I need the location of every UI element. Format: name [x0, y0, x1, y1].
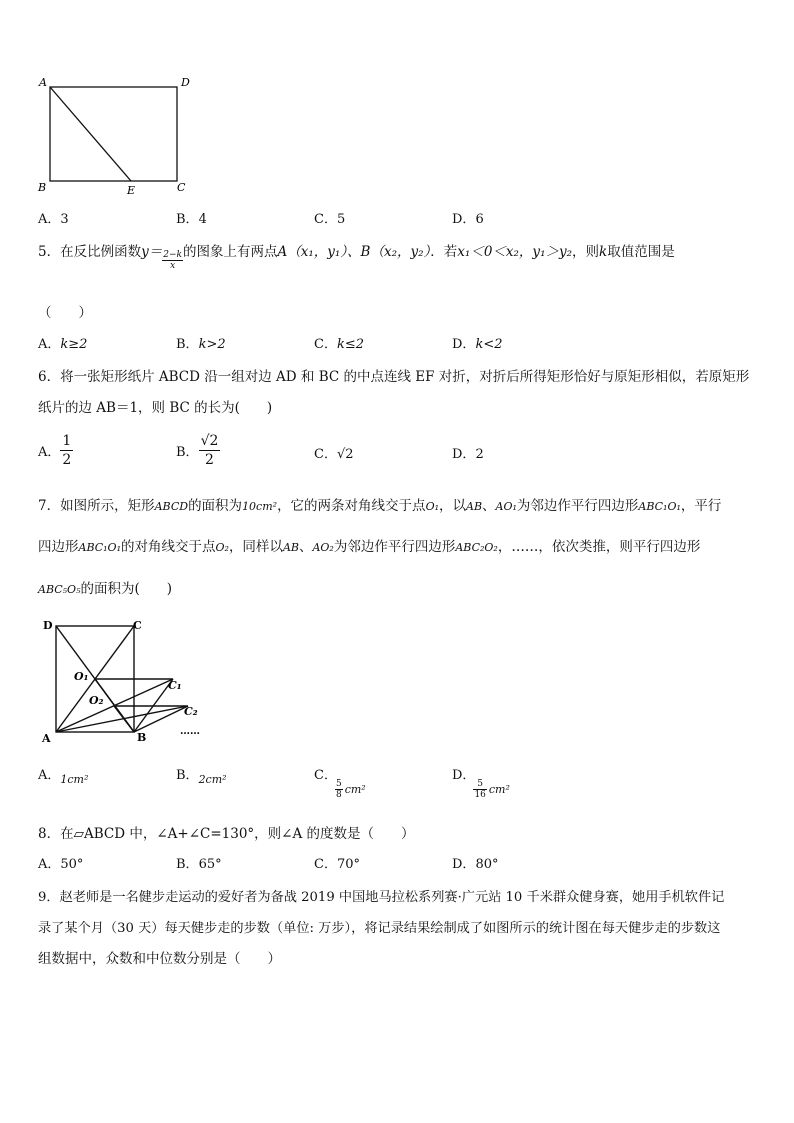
q6-option-b-fraction — [199, 432, 221, 469]
q5-k: k — [599, 244, 608, 260]
option-letter: D． — [452, 768, 476, 783]
option-letter: B． — [176, 857, 199, 872]
option-text: 5 — [336, 212, 346, 227]
option-letter: A． — [38, 857, 61, 872]
option-letter: D． — [452, 337, 476, 352]
frac-num: 5 — [473, 779, 486, 790]
fig7-label-c2: C₂ — [184, 705, 198, 718]
fig7-label-d: D — [43, 619, 53, 632]
q5-y-eq: y＝ — [141, 244, 163, 260]
figure-parallelograms — [38, 616, 218, 746]
rectangle-abcd-outline — [50, 87, 177, 181]
q5-point-b: B（x₂，y₂） — [360, 244, 431, 260]
q7-o2: O₂ — [215, 541, 229, 554]
figure-rectangle-abcd — [30, 70, 200, 200]
q5-text2: ．若 — [430, 244, 458, 260]
q9-line1: 9．赵老师是一名健步走运动的爱好者为备战 2019 中国地马拉松系列赛·广元站 10 千米群众健身赛，她用手机软件记 — [38, 890, 725, 905]
option-letter: A． — [38, 337, 61, 352]
q5-text4: 取值范围是 — [607, 244, 675, 260]
q7-text: 为邻边作平行四边形 — [516, 498, 639, 514]
q5-option-a[interactable] — [38, 333, 87, 352]
q7-o1: O₁ — [425, 500, 439, 513]
q7-ao2: AO₂ — [312, 541, 334, 554]
q6-line2: 纸片的边 AB＝1，则 BC 的长为( ) — [38, 400, 273, 416]
option-letter: B． — [176, 212, 199, 227]
q7-option-a[interactable] — [38, 764, 89, 786]
q7-line1 — [38, 494, 721, 514]
q9-line2: 录了某个月（30 天）每天健步走的步数（单位: 万步），将记录结果绘制成了如图所示的统计图在每天健步走的步数这 — [38, 921, 721, 936]
frac-den: 2 — [205, 452, 214, 468]
option-letter: D． — [452, 857, 476, 872]
q7-abc1o1: ABC₁O₁ — [78, 541, 121, 554]
figure1-label-e: E — [127, 184, 136, 197]
fig7-label-a: A — [42, 732, 51, 745]
q7-option-d-fraction — [473, 779, 486, 800]
option-text: 3 — [60, 212, 69, 227]
q7-abc5o5: ABC₅O₅ — [38, 583, 81, 596]
option-text: 1cm² — [60, 773, 89, 786]
q5-option-c[interactable] — [314, 333, 364, 352]
q4-option-c[interactable] — [314, 208, 345, 227]
segment-ae — [50, 87, 131, 181]
fig7-label-b: B — [137, 731, 147, 744]
option-letter: D． — [452, 447, 476, 462]
option-letter: C． — [314, 857, 337, 872]
option-text: k≤2 — [336, 337, 364, 352]
q7-option-d[interactable] — [452, 764, 510, 800]
q7-text: 、 — [298, 539, 313, 555]
q7-ab: AB — [282, 541, 299, 554]
segment-a-c2 — [56, 706, 188, 732]
option-text: √2 — [336, 447, 354, 462]
q8-option-a[interactable] — [38, 853, 83, 872]
figure1-label-d: D — [181, 76, 190, 89]
q7-option-c-fraction — [335, 779, 343, 800]
q7-text: 、 — [482, 498, 496, 514]
fig7-dots: …… — [180, 726, 200, 737]
fig7-label-o1: O₁ — [74, 670, 89, 683]
option-letter: C． — [314, 768, 337, 783]
q4-option-d[interactable] — [452, 208, 484, 227]
q7-abcd: ABCD — [154, 500, 189, 513]
q9-line3: 组数据中，众数和中位数分别是（ ） — [38, 951, 281, 967]
q7-text: ，平行 — [680, 498, 722, 514]
q5-prefix: 5．在反比例函数 — [38, 244, 142, 260]
q7-ao1: AO₁ — [495, 500, 517, 513]
frac-num: 1 — [62, 433, 72, 449]
figure1-label-a: A — [39, 76, 47, 89]
q7-area: 10cm² — [242, 500, 278, 513]
option-letter: B． — [176, 768, 199, 783]
q7-text: ，它的两条对角线交于点 — [277, 498, 426, 514]
q6-option-a[interactable] — [38, 432, 73, 469]
q6-line1: 6．将一张矩形纸片 ABCD 沿一组对边 AD 和 BC 的中点连线 EF 对折，对折后所得矩形恰好与原矩形相似，若原矩形 — [38, 369, 750, 385]
option-text: 70° — [336, 857, 360, 872]
q5-text1: 的图象上有两点 — [182, 244, 278, 260]
q7-text: ，……，依次类推，则平行四边形 — [497, 539, 701, 555]
q7-text: 的面积为 — [188, 498, 243, 514]
q5-point-a: A（x₁，y₁）、 — [277, 244, 361, 260]
option-text: 50° — [60, 857, 84, 872]
option-letter: A． — [38, 212, 61, 227]
figure1-label-c: C — [177, 181, 186, 194]
q8-option-c[interactable] — [314, 853, 360, 872]
option-letter: A． — [38, 445, 61, 460]
q6-option-a-fraction — [60, 432, 73, 469]
q7-text: ，以 — [439, 498, 466, 514]
q6-option-b[interactable] — [176, 432, 220, 469]
q7-text: 为邻边作平行四边形 — [333, 539, 456, 555]
q5-text3: ，则 — [572, 244, 600, 260]
option-text: 65° — [198, 857, 222, 872]
q5-frac-den: x — [170, 261, 176, 271]
q7-text: 的对角线交于点 — [121, 539, 216, 555]
option-letter: C． — [314, 447, 337, 462]
option-text: 80° — [475, 857, 499, 872]
q7-text: 7．如图所示，矩形 — [38, 498, 155, 514]
q5-condition: x₁＜0＜x₂，y₁＞y₂ — [457, 244, 573, 260]
q7-option-c[interactable] — [314, 764, 366, 800]
frac-den: 2 — [62, 452, 72, 468]
q7-line3 — [38, 577, 172, 597]
q5-paren: （ ） — [38, 305, 92, 321]
option-text: 2cm² — [198, 773, 227, 786]
q8-option-d[interactable] — [452, 853, 498, 872]
q7-line2 — [38, 535, 700, 555]
option-letter: D． — [452, 212, 476, 227]
option-letter: B． — [176, 445, 199, 460]
q7-abc2o2: ABC₂O₂ — [455, 541, 498, 554]
fig7-label-c1: C₁ — [168, 679, 182, 692]
option-letter: C． — [314, 337, 337, 352]
option-text: k≥2 — [60, 337, 88, 352]
q7-text: 四边形 — [38, 539, 79, 555]
frac-den: 8 — [335, 790, 342, 800]
q6-option-d[interactable] — [452, 443, 484, 462]
option-letter: A． — [38, 768, 61, 783]
option-text: k>2 — [198, 337, 226, 352]
q7-ab: AB — [466, 500, 483, 513]
q5-stem — [38, 240, 675, 271]
q6-option-c[interactable] — [314, 443, 354, 462]
q7-text: 的面积为( ) — [80, 581, 173, 597]
option-letter: C． — [314, 212, 337, 227]
frac-num: 5 — [335, 779, 342, 789]
frac-num: √2 — [200, 433, 219, 449]
option-text: k<2 — [475, 337, 503, 352]
figure1-label-b: B — [38, 181, 47, 194]
q7-abc1o1: ABC₁O₁ — [638, 500, 681, 513]
q4-option-a[interactable] — [38, 208, 69, 227]
q5-frac-num: 2−k — [163, 250, 182, 260]
option-unit: cm² — [488, 783, 510, 796]
option-text: 6 — [475, 212, 484, 227]
fig7-label-o2: O₂ — [89, 694, 104, 707]
q4-option-b[interactable] — [176, 208, 207, 227]
q5-option-d[interactable] — [452, 333, 502, 352]
fig7-label-c: C — [133, 619, 142, 632]
q5-fraction — [162, 250, 183, 271]
q8-stem: 8．在▱ABCD 中，∠A+∠C=130°，则∠A 的度数是（ ） — [38, 826, 415, 842]
q7-option-b[interactable] — [176, 764, 227, 786]
option-text: 2 — [475, 447, 484, 462]
q7-text: ，同样以 — [228, 539, 283, 555]
q8-option-b[interactable] — [176, 853, 222, 872]
frac-den: 16 — [474, 790, 486, 800]
option-unit: cm² — [344, 783, 366, 796]
q5-option-b[interactable] — [176, 333, 226, 352]
option-letter: B． — [176, 337, 199, 352]
option-text: 4 — [198, 212, 207, 227]
